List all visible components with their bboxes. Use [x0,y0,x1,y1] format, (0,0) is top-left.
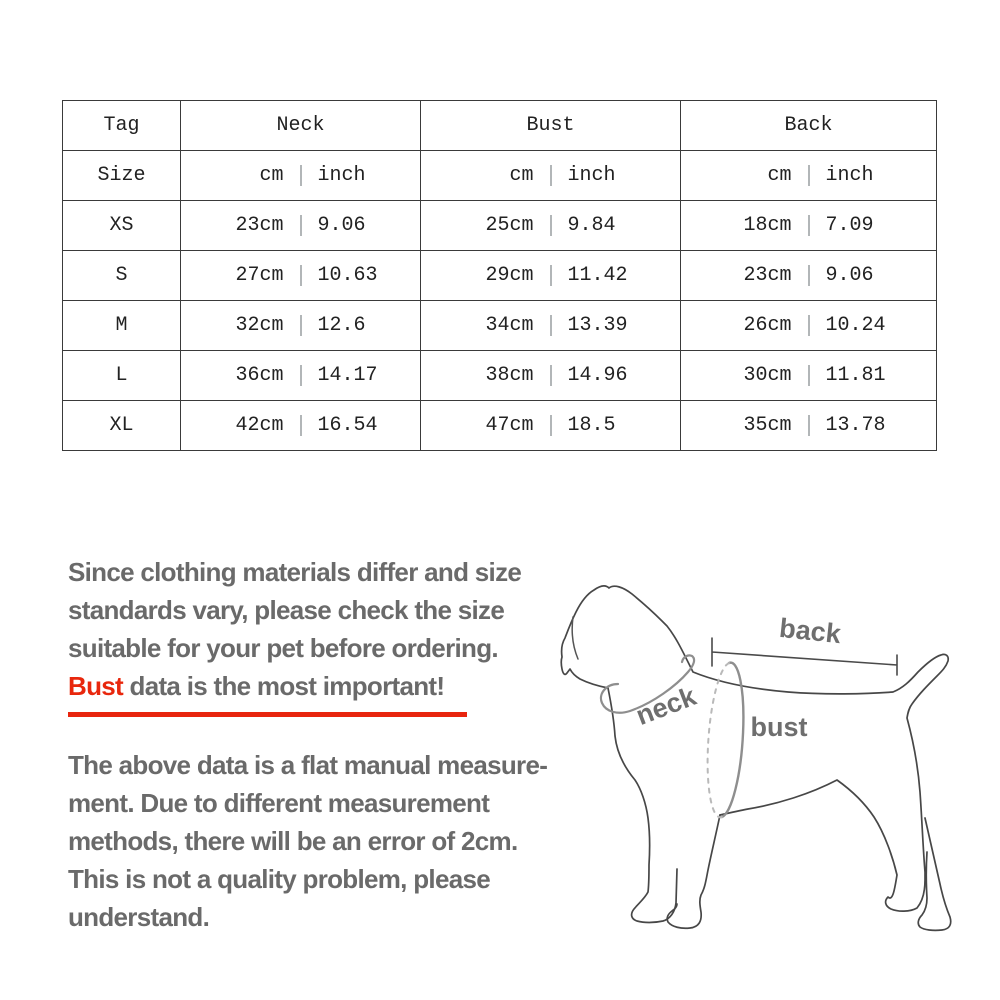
row-m-back [681,301,937,351]
back-cm-value: 30cm [743,364,792,387]
row-xs-back [681,201,937,251]
bust-inch-value: 18.5 [567,414,616,437]
row-l-size [63,351,181,401]
row-l-neck [181,351,421,401]
note-line-bust-important [68,667,521,705]
back-cm-value: 35cm [743,414,792,437]
bust-inch-value: 13.39 [567,314,628,337]
back-cm-value: 18cm [743,214,792,237]
neck-inch-value: 14.17 [317,364,378,387]
note-line: methods, there will be an error of 2cm. [68,826,518,856]
bust-cm-value: 29cm [485,264,534,287]
row-s-bust [421,251,681,301]
row-s-size [63,251,181,301]
back-unit-cm: cm [767,164,792,187]
row-xl-back [681,401,937,451]
size-value: XS [109,214,134,237]
row-xs-size [63,201,181,251]
neck-inch-value: 12.6 [317,314,366,337]
note-line: understand. [68,902,210,932]
tag-label: Tag [103,114,140,137]
table-header-tag [63,101,181,151]
row-xl-neck [181,401,421,451]
bust-ellipse-dashed [708,663,729,817]
row-m-bust [421,301,681,351]
bust-cm-value: 34cm [485,314,534,337]
row-s-back [681,251,937,301]
neck-label: Neck [276,114,325,137]
back-cm-value: 23cm [743,264,792,287]
row-xs-bust [421,201,681,251]
size-advice-note [68,553,521,705]
note-line: suitable for your pet before ordering. [68,633,498,663]
neck-cm-value: 32cm [235,314,284,337]
row-xs-neck [181,201,421,251]
back-inch-value: 9.06 [825,264,874,287]
neck-cm-value: 36cm [235,364,284,387]
note-line-rest: data is the most important! [122,671,445,701]
back-label: Back [784,114,833,137]
dog-outline [561,586,948,923]
row-l-bust [421,351,681,401]
dog-far-front-leg [667,815,720,928]
row-xl-bust [421,401,681,451]
row-l-back [681,351,937,401]
neck-cm-value: 42cm [235,414,284,437]
row-m-neck [181,301,421,351]
bust-cm-value: 38cm [485,364,534,387]
bust-inch-value: 11.42 [567,264,628,287]
neck-cm-value: 23cm [235,214,284,237]
note-line: standards vary, please check the size [68,595,505,625]
size-label: Size [97,164,146,187]
neck-measure-label: neck [631,680,701,732]
bust-units-cell [421,151,681,201]
back-inch-value: 7.09 [825,214,874,237]
table-header-size [63,151,181,201]
size-table [62,100,937,451]
size-value: XL [109,414,134,437]
table-header-bust [421,101,681,151]
row-xl-size [63,401,181,451]
table-header-neck [181,101,421,151]
neck-unit-cm: cm [259,164,284,187]
bust-highlight: Bust [68,671,123,701]
bust-cm-value: 25cm [485,214,534,237]
red-underline [68,712,467,717]
neck-inch-value: 9.06 [317,214,366,237]
back-inch-value: 11.81 [825,364,886,387]
bust-measure-label: bust [750,712,808,742]
size-value: M [115,314,128,337]
bust-inch-value: 9.84 [567,214,616,237]
bust-unit-inch: inch [567,164,616,187]
back-unit-inch: inch [825,164,874,187]
bust-inch-value: 14.96 [567,364,628,387]
neck-cm-value: 27cm [235,264,284,287]
back-units-cell [681,151,937,201]
back-measure-label: back [777,612,843,650]
back-cm-value: 26cm [743,314,792,337]
note-line: This is not a quality problem, please [68,864,490,894]
back-inch-value: 13.78 [825,414,886,437]
dog-ear-line [572,617,578,659]
neck-inch-value: 16.54 [317,414,378,437]
neck-unit-inch: inch [317,164,366,187]
neck-units-cell [181,151,421,201]
size-value: L [115,364,128,387]
neck-inch-value: 10.63 [317,264,378,287]
bust-label: Bust [526,114,575,137]
dog-measurement-diagram [548,572,978,962]
size-value: S [115,264,128,287]
table-header-back [681,101,937,151]
bust-ellipse-solid [722,663,743,817]
bust-cm-value: 47cm [485,414,534,437]
row-m-size [63,301,181,351]
measurement-error-note [68,746,547,936]
note-line: Since clothing materials differ and size [68,557,522,587]
row-s-neck [181,251,421,301]
back-inch-value: 10.24 [825,314,886,337]
note-line: The above data is a flat manual measure- [68,750,548,780]
note-line: ment. Due to different measurement [68,788,490,818]
bust-unit-cm: cm [509,164,534,187]
